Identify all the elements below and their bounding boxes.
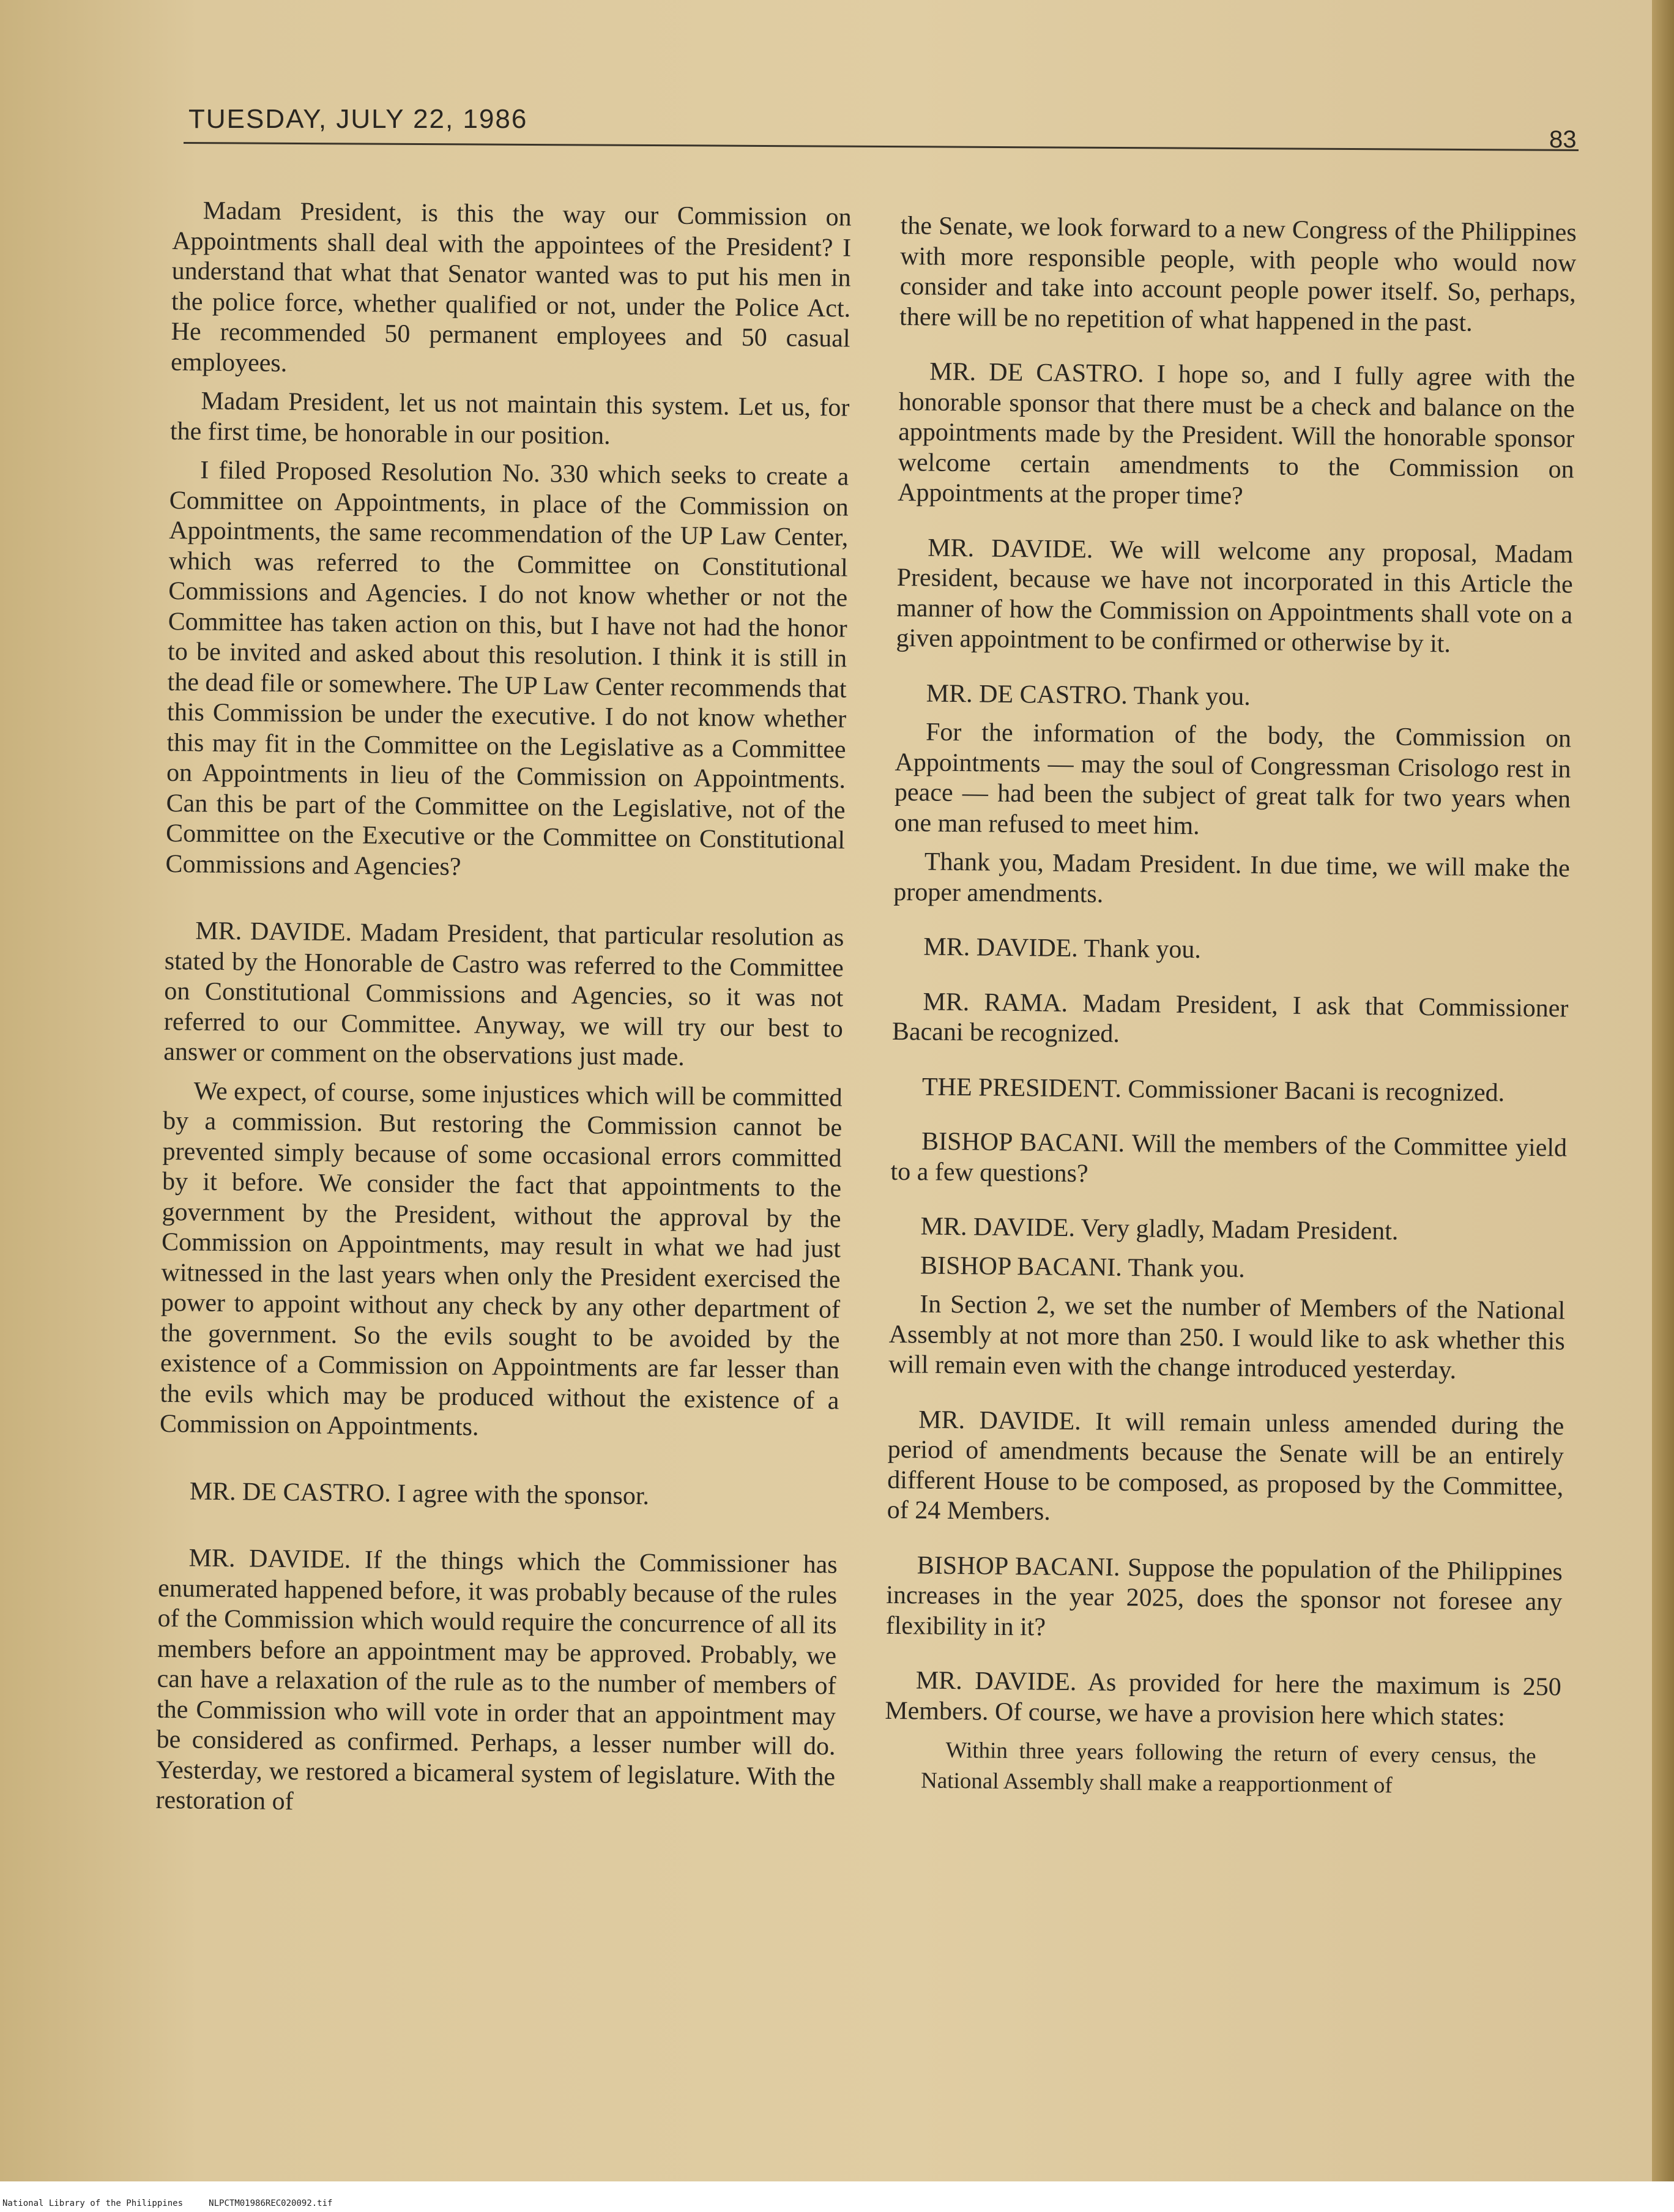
- paragraph: MR. RAMA. Madam President, I ask that Commissioner Bacani be recognized.: [891, 987, 1569, 1048]
- page-edge-shadow: [1652, 0, 1674, 2181]
- paragraph: MR. DAVIDE. It will remain unless amended during the period of amendments because the Senate will be an entirely different House to be composed, as proposed by the Committee, of 24 Members.: [887, 1405, 1564, 1526]
- scan-footer-label: [2, 2199, 332, 2208]
- paragraph: MR. DAVIDE. We will welcome any proposal, Madam President, because we have not incorporated in this Article the manner of how the Commission on Appointments shall vote on a given appointment to be confirmed or otherwise by it.: [896, 533, 1574, 658]
- paragraph: the Senate, we look forward to a new Congress of the Philippines with more responsible people, with people who would now consider and take into account people power itself. So, perhaps, there will be no repetition of what happened in the past.: [899, 211, 1577, 337]
- scan-footer: [0, 2181, 1674, 2212]
- paragraph: MR. DAVIDE. Very gladly, Madam President.: [920, 1212, 1399, 1246]
- paragraph: BISHOP BACANI. Suppose the population of the Philippines increases in the year 2025, does the sponsor not foresee any flexibility in it?: [885, 1551, 1563, 1642]
- paragraph: We expect, of course, some injustices which will be committed by a commission. But restoring the Commission cannot be prevented simply because of some occasional errors committed by it before. We consider the fact that appointments to the government by the President, without the approval by the Commission on Appointments, may result in what we had just witnessed in the last years when only the President exercised the power to appoint without any check by any other department of the government. So the evils sought to be avoided by the existence of a Commission on Appointments are far lesser than the evils which may be produced without the existence of a Commission on Appointments.: [159, 1076, 843, 1442]
- paragraph: MR. DAVIDE. Thank you.: [923, 933, 1202, 964]
- paragraph: BISHOP BACANI. Thank you.: [920, 1251, 1246, 1283]
- page-number: 83: [1549, 126, 1577, 153]
- paragraph: Thank you, Madam President. In due time, we will make the proper amendments.: [893, 847, 1571, 909]
- paragraph: In Section 2, we set the number of Members of the National Assembly at not more than 250. I would like to ask whether this will remain even with the change introduced yesterday.: [888, 1290, 1566, 1385]
- paragraph: For the information of the body, the Commission on Appointments — may the soul of Congressman Crisologo rest in peace — had been the subject of great talk for two years when one man refused to meet him.: [894, 718, 1572, 840]
- paragraph: Madam President, let us not maintain this system. Let us, for the first time, be honorable in our position.: [169, 387, 850, 450]
- right-column: [884, 211, 1577, 1803]
- header-date: TUESDAY, JULY 22, 1986: [188, 104, 528, 134]
- paragraph: MR. DE CASTRO. I agree with the sponsor.: [189, 1477, 650, 1510]
- header-rule: [184, 142, 1579, 151]
- left-column: [155, 196, 852, 1823]
- paragraph: MR. DAVIDE. Madam President, that particular resolution as stated by the Honorable de Castro was referred to the Committee on Constitutional Commissions and Agencies, so it was not referred to our Committee. Anyway, we will try our best to answer or comment on the observations just made.: [163, 917, 844, 1071]
- footer-library: National Library of the Philippines: [2, 2199, 184, 2208]
- paragraph: BISHOP BACANI. Will the members of the Committee yield to a few questions?: [890, 1127, 1568, 1188]
- paragraph: MR. DE CASTRO. I hope so, and I fully agree with the honorable sponsor that there must be a check and balance on the appointments made by the President. Will the honorable sponsor welcome certain amendments to the Commission on Appointments at the proper time?: [897, 357, 1575, 510]
- paragraph: Madam President, is this the way our Commission on Appointments shall deal with the appointees of the President? I understand that what that Senator wanted was to put his men in the police force, whether qualified or not, under the Police Act. He recommended 50 permanent employees and 50 casual employees.: [170, 196, 852, 378]
- paragraph: THE PRESIDENT. Commissioner Bacani is recognized.: [921, 1072, 1505, 1107]
- paragraph: MR. DAVIDE. If the things which the Commissioner has enumerated happened before, it was probably because of the rules of the Commission which would require the concurrence of all its members before an appointment may be approved. Probably, we can have a relaxation of the rule as to the number of members of the Commission who will vote in order that an appointment may be considered as confirmed. Perhaps, a lesser number will do. Yesterday, we restored a bicameral system of legislature. With the restoration of: [155, 1544, 838, 1816]
- paragraph: I filed Proposed Resolution No. 330 which seeks to create a Committee on Appointments, in place of the Commission on Appointments, the same recommendation of the UP Law Center, which was referred to the Committee on Constitutional Commissions and Agencies. I do not know whether or not the Committee has taken action on this, but I have not had the honor to be invited and asked about this resolution. I think it is still in the dead file or somewhere. The UP Law Center recommends that this Commission be under the executive. I do not know whether this may fit in the Committee on the Legislative as a Committee on Appointments in lieu of the Commission on Appointments. Can this be part of the Committee on the Legislative, not of the Committee on the Executive or the Committee on Constitutional Commissions and Agencies?: [165, 456, 849, 881]
- footer-file: NLPCTM01986REC020092.tif: [209, 2199, 333, 2208]
- paragraph: MR. DE CASTRO. Thank you.: [926, 679, 1251, 711]
- quoted-provision: Within three years following the return of every census, the National Assembly shall make a reapportionment of: [920, 1737, 1536, 1798]
- paragraph: MR. DAVIDE. As provided for here the maximum is 250 Members. Of course, we have a provision here which states:: [885, 1666, 1562, 1731]
